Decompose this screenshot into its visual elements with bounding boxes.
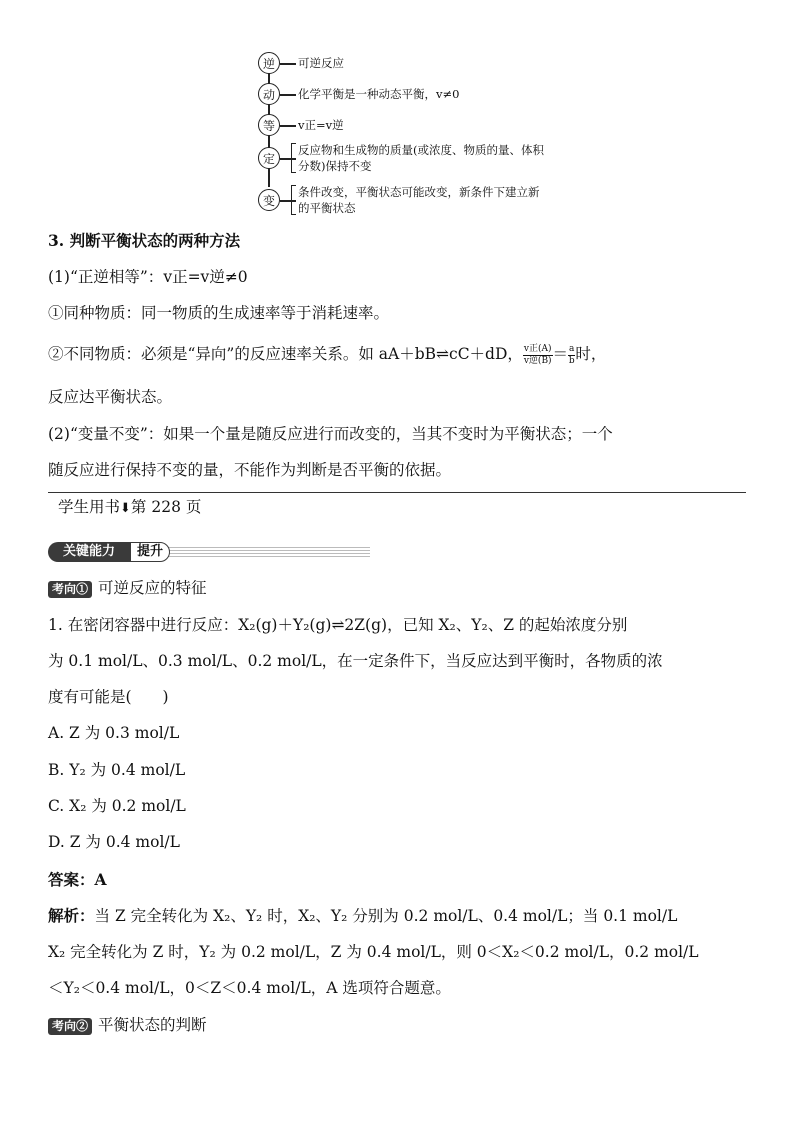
answer-line bbox=[48, 869, 107, 891]
topic-title: 可逆反应的特征 bbox=[98, 579, 207, 597]
option-d: D. Z 为 0.4 mol/L bbox=[48, 833, 180, 851]
node-text: 化学平衡是一种动态平衡，v≠0 bbox=[298, 87, 460, 101]
node-text: 反应物和生成物的质量(或浓度、物质的量、体积分数)保持不变 bbox=[298, 143, 544, 173]
topic-2-heading bbox=[48, 1014, 207, 1036]
node-reversible: 逆 bbox=[258, 52, 280, 74]
topic-title: 平衡状态的判断 bbox=[98, 1016, 207, 1034]
page-ref-number: 第 228 页 bbox=[130, 498, 202, 516]
node-text: 条件改变，平衡状态可能改变，新条件下建立新的平衡状态 bbox=[298, 185, 540, 215]
method-1a: ①同种物质：同一物质的生成速率等于消耗速率。 bbox=[48, 304, 390, 322]
answer-label: 答案： bbox=[48, 870, 95, 889]
banner-right: 提升 bbox=[130, 542, 170, 562]
section-heading: 3. 判断平衡状态的两种方法 bbox=[48, 231, 241, 250]
method-1b-text: ②不同物质：必须是“异向”的反应速率关系。如 aA＋bB⇌cC＋dD， bbox=[48, 345, 523, 363]
node-bracket bbox=[291, 143, 296, 173]
node-change: 变 bbox=[258, 189, 280, 211]
banner-left: 关键能力 bbox=[48, 542, 130, 562]
method-1-label: (1)“正逆相等”： bbox=[48, 268, 164, 286]
node-dynamic: 动 bbox=[258, 83, 280, 105]
divider bbox=[48, 492, 746, 493]
download-arrow-icon: ⬇ bbox=[120, 501, 131, 516]
analysis-line bbox=[48, 905, 677, 927]
method-1-title bbox=[48, 266, 248, 288]
node-line bbox=[280, 94, 296, 96]
option-c: C. X₂ 为 0.2 mol/L bbox=[48, 797, 186, 815]
rate-fraction bbox=[523, 344, 553, 367]
method-1b-cont: 反应达平衡状态。 bbox=[48, 388, 173, 406]
page-ref-prefix: 学生用书 bbox=[58, 498, 121, 516]
node-text: v正=v逆 bbox=[298, 118, 344, 132]
method-1-formula: v正=v逆≠0 bbox=[163, 268, 248, 286]
fraction-denominator: v逆(B) bbox=[523, 355, 552, 366]
page-reference bbox=[58, 496, 201, 520]
question-line: 1. 在密闭容器中进行反应：X₂(g)＋Y₂(g)⇌2Z(g)，已知 X₂、Y₂、Z 的起始浓度分别 bbox=[48, 616, 628, 634]
node-line bbox=[280, 125, 296, 127]
node-equal: 等 bbox=[258, 114, 280, 136]
node-fixed: 定 bbox=[258, 147, 280, 169]
node-bracket bbox=[291, 185, 296, 215]
answer-value: A bbox=[94, 870, 107, 889]
ability-banner bbox=[48, 542, 370, 562]
method-2-line1: (2)“变量不变”：如果一个量是随反应进行而改变的，当其不变时为平衡状态；一个 bbox=[48, 425, 613, 443]
topic-badge: 考向② bbox=[48, 1018, 92, 1035]
analysis-text: 当 Z 完全转化为 X₂、Y₂ 时，X₂、Y₂ 分别为 0.2 mol/L、0.4 mol/L；当 0.1 mol/L bbox=[94, 907, 678, 925]
method-1b-tail: 时， bbox=[575, 345, 607, 363]
banner-stripes bbox=[168, 547, 370, 557]
analysis-line: ＜Y₂＜0.4 mol/L，0＜Z＜0.4 mol/L，A 选项符合题意。 bbox=[48, 979, 451, 997]
fraction-numerator: a bbox=[569, 343, 575, 354]
analysis-label: 解析： bbox=[48, 906, 95, 925]
fraction-denominator: b bbox=[568, 355, 575, 366]
option-a: A. Z 为 0.3 mol/L bbox=[48, 724, 180, 742]
option-b: B. Y₂ 为 0.4 mol/L bbox=[48, 761, 186, 779]
method-2-line2: 随反应进行保持不变的量，不能作为判断是否平衡的依据。 bbox=[48, 461, 452, 479]
node-line bbox=[280, 63, 296, 65]
topic-badge: 考向① bbox=[48, 581, 92, 598]
question-line: 度有可能是( ) bbox=[48, 688, 169, 706]
fraction-numerator: v正(A) bbox=[523, 343, 552, 354]
question-line: 为 0.1 mol/L、0.3 mol/L、0.2 mol/L，在一定条件下，当反应达到平衡时，各物质的浓 bbox=[48, 652, 663, 670]
topic-1-heading bbox=[48, 577, 207, 599]
node-text: 可逆反应 bbox=[298, 56, 344, 70]
analysis-line: X₂ 完全转化为 Z 时，Y₂ 为 0.2 mol/L，Z 为 0.4 mol/L，则 0＜X₂＜0.2 mol/L，0.2 mol/L bbox=[48, 943, 699, 961]
method-1b: ②不同物质：必须是“异向”的反应速率关系。如 aA＋bB⇌cC＋dD， $\frac{\text{v正(A)}}{\text{v逆(B)}}$ ＝ $\frac{a}{b}$ 时， bbox=[48, 343, 607, 366]
